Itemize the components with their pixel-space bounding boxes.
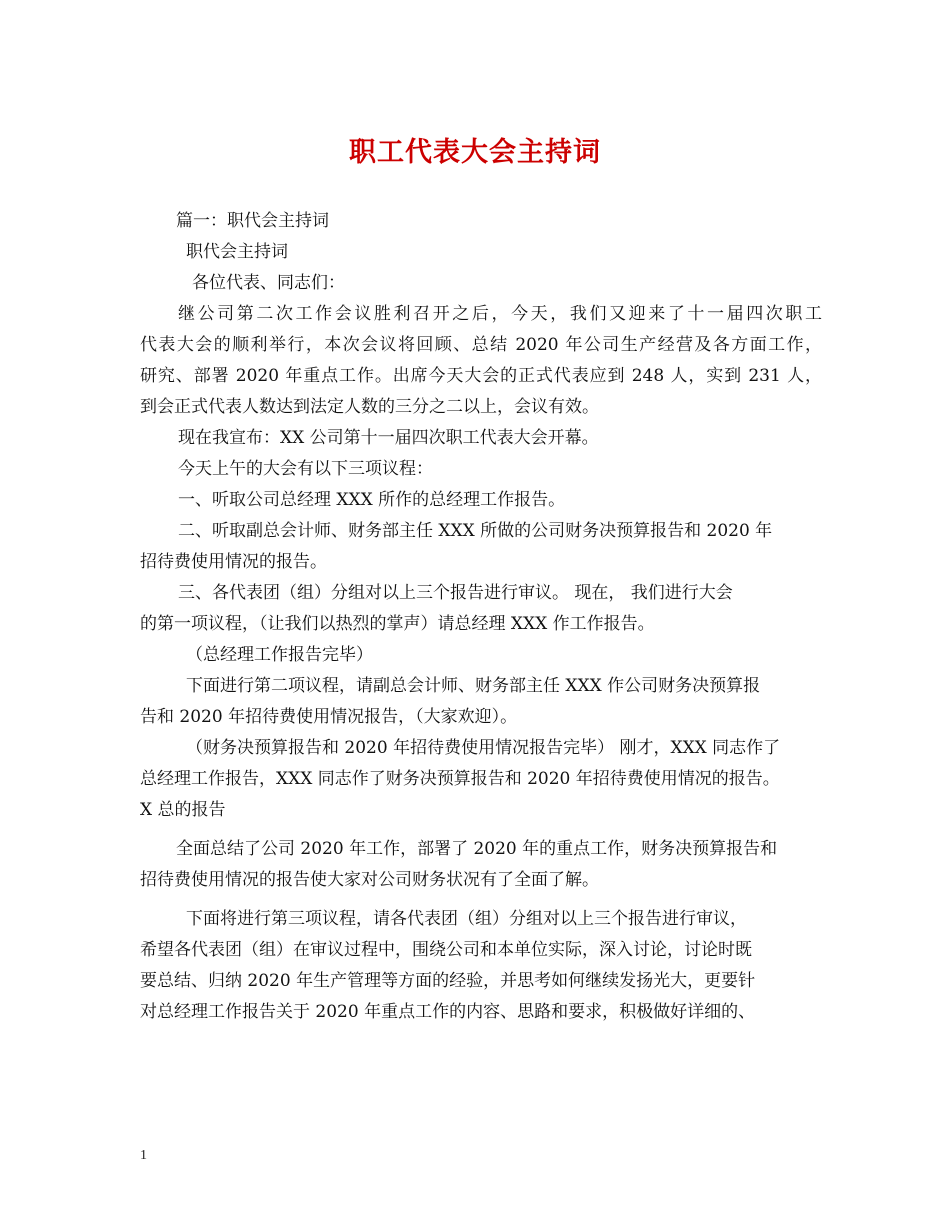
text-line: 总经理工作报告，XXX 同志作了财务决预算报告和 2020 年招待费使用情况的报告。 bbox=[140, 769, 780, 789]
text-line: 到会正式代表人数达到法定人数的三分之二以上，会议有效。 bbox=[140, 397, 599, 417]
document-title: 职工代表大会主持词 bbox=[349, 137, 601, 168]
text-line: 各位代表、同志们： bbox=[192, 273, 345, 293]
text-line: 三、各代表团（组）分组对以上三个报告进行审议。 现在， 我们进行大会 bbox=[178, 583, 733, 603]
text-line: 代表大会的顺利举行，本次会议将回顾、总结 2020 年公司生产经营及各方面工作， bbox=[140, 335, 822, 355]
text-line: 招待费使用情况的报告。 bbox=[140, 552, 327, 572]
text-line: X 总的报告 bbox=[140, 800, 226, 820]
text-line: 篇一：职代会主持词 bbox=[176, 211, 329, 231]
text-line: 全面总结了公司 2020 年工作，部署了 2020 年的重点工作，财务决预算报告和 bbox=[176, 839, 778, 859]
page-number: 1 bbox=[140, 1148, 147, 1163]
text-line: 下面进行第二项议程，请副总会计师、财务部主任 XXX 作公司财务决预算报 bbox=[186, 676, 761, 696]
text-line: （财务决预算报告和 2020 年招待费使用情况报告完毕） 刚才，XXX 同志作了 bbox=[186, 738, 781, 758]
text-line: 一、听取公司总经理 XXX 所作的总经理工作报告。 bbox=[178, 490, 566, 510]
text-line: 希望各代表团（组）在审议过程中，围绕公司和本单位实际，深入讨论，讨论时既 bbox=[140, 940, 752, 960]
text-line: 职代会主持词 bbox=[186, 242, 288, 262]
document-body bbox=[140, 206, 822, 1028]
text-line: 的第一项议程，（让我们以热烈的掌声）请总经理 XXX 作工作报告。 bbox=[140, 614, 655, 634]
text-line: （总经理工作报告完毕） bbox=[186, 645, 373, 665]
text-line: 告和 2020 年招待费使用情况报告，（大家欢迎）。 bbox=[140, 707, 518, 727]
text-line: 下面将进行第三项议程，请各代表团（组）分组对以上三个报告进行审议， bbox=[186, 909, 747, 929]
text-line: 二、听取副总会计师、财务部主任 XXX 所做的公司财务决预算报告和 2020 年 bbox=[178, 521, 773, 541]
text-line: 今天上午的大会有以下三项议程： bbox=[178, 459, 433, 479]
text-line: 要总结、归纳 2020 年生产管理等方面的经验，并思考如何继续发扬光大，更要针 bbox=[140, 971, 756, 991]
text-line: 研究、部署 2020 年重点工作。出席今天大会的正式代表应到 248 人，实到 231 人， bbox=[140, 366, 822, 386]
text-line: 对总经理工作报告关于 2020 年重点工作的内容、思路和要求，积极做好详细的、 bbox=[140, 1002, 756, 1022]
text-line: 招待费使用情况的报告使大家对公司财务状况有了全面了解。 bbox=[140, 870, 599, 890]
text-line: 继公司第二次工作会议胜利召开之后，今天，我们又迎来了十一届四次职工 bbox=[178, 304, 822, 324]
text-line: 现在我宣布：XX 公司第十一届四次职工代表大会开幕。 bbox=[178, 428, 599, 448]
